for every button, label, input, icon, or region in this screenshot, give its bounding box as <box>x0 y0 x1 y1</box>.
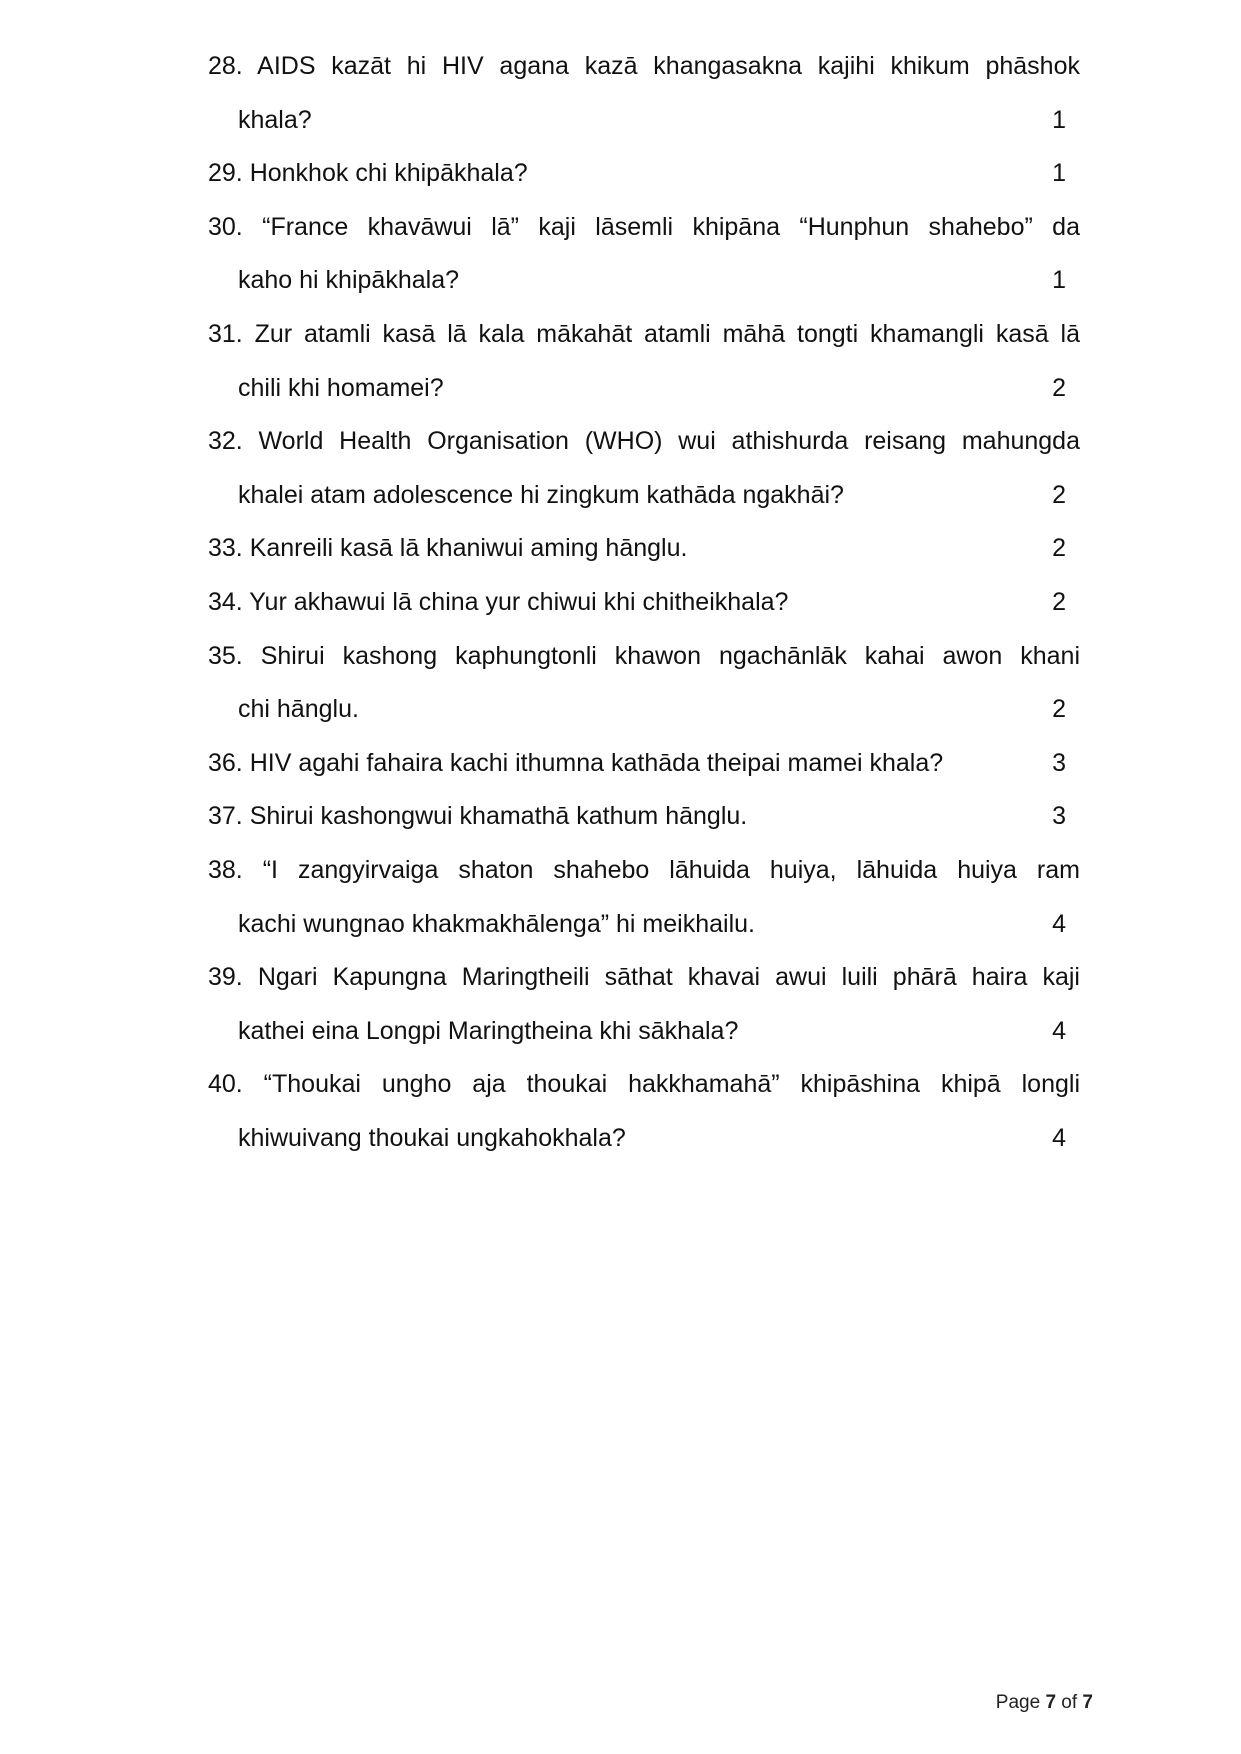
question-list <box>208 40 1080 1165</box>
question-text: 32. World Health Organisation (WHO) wui athishurda reisang mahungda <box>208 427 1080 456</box>
question-text-cont: kachi wungnao khakmakhālenga” hi meikhailu. <box>238 909 755 938</box>
question-31 <box>208 308 1080 415</box>
question-text: 33. Kanreili kasā lā khaniwui aming hānglu. <box>208 534 688 563</box>
question-text: 31. Zur atamli kasā lā kala mākahāt atamli māhā tongti khamangli kasā lā <box>208 319 1080 348</box>
question-marks: 4 <box>1052 1123 1066 1152</box>
question-34 <box>208 576 1080 630</box>
question-32 <box>208 415 1080 522</box>
page-number-footer <box>996 1692 1093 1714</box>
question-30 <box>208 201 1080 308</box>
question-text: 39. Ngari Kapungna Maringtheili sāthat khavai awui luili phārā haira kaji <box>208 963 1080 992</box>
question-marks: 1 <box>1052 105 1066 134</box>
question-39 <box>208 951 1080 1058</box>
question-35 <box>208 630 1080 737</box>
question-37 <box>208 790 1080 844</box>
question-marks: 4 <box>1052 909 1066 938</box>
question-29 <box>208 147 1080 201</box>
page-total: 7 <box>1082 1692 1093 1713</box>
question-text-cont: khiwuivang thoukai ungkahokhala? <box>238 1123 626 1152</box>
question-text-cont: chi hānglu. <box>238 695 359 724</box>
page-middle: of <box>1056 1692 1083 1713</box>
question-text-cont: kathei eina Longpi Maringtheina khi sākhala? <box>238 1016 739 1045</box>
question-marks: 2 <box>1052 534 1066 563</box>
question-text-cont: khala? <box>238 105 312 134</box>
question-marks: 3 <box>1052 748 1066 777</box>
question-text-cont: kaho hi khipākhala? <box>238 266 459 295</box>
question-text: 40. “Thoukai ungho aja thoukai hakkhamahā” khipāshina khipā longli <box>208 1070 1080 1099</box>
question-text: 34. Yur akhawui lā china yur chiwui khi chitheikhala? <box>208 587 789 616</box>
question-text: 29. Honkhok chi khipākhala? <box>208 159 528 188</box>
question-marks: 2 <box>1052 480 1066 509</box>
question-marks: 1 <box>1052 266 1066 295</box>
question-33 <box>208 522 1080 576</box>
question-text: 37. Shirui kashongwui khamathā kathum hānglu. <box>208 802 748 831</box>
question-38 <box>208 844 1080 951</box>
question-28 <box>208 40 1080 147</box>
question-marks: 2 <box>1052 695 1066 724</box>
page-prefix: Page <box>995 1692 1046 1713</box>
question-marks: 4 <box>1052 1016 1066 1045</box>
page-current: 7 <box>1045 1692 1057 1713</box>
question-marks: 2 <box>1052 373 1066 402</box>
question-text: 35. Shirui kashong kaphungtonli khawon ngachānlāk kahai awon khani <box>208 641 1080 670</box>
question-text-cont: chili khi homamei? <box>238 373 444 402</box>
question-36 <box>208 737 1080 791</box>
question-text: 36. HIV agahi fahaira kachi ithumna kathāda theipai mamei khala? <box>208 748 944 777</box>
question-marks: 1 <box>1052 159 1066 188</box>
question-text-cont: khalei atam adolescence hi zingkum kathāda ngakhāi? <box>238 480 844 509</box>
question-text: 30. “France khavāwui lā” kaji lāsemli khipāna “Hunphun shahebo” da <box>208 212 1080 241</box>
question-marks: 2 <box>1052 587 1066 616</box>
question-40 <box>208 1058 1080 1165</box>
question-text: 28. AIDS kazāt hi HIV agana kazā khangasakna kajihi khikum phāshok <box>208 52 1080 80</box>
question-marks: 3 <box>1052 802 1066 831</box>
question-text: 38. “I zangyirvaiga shaton shahebo lāhuida huiya, lāhuida huiya ram <box>208 855 1080 884</box>
